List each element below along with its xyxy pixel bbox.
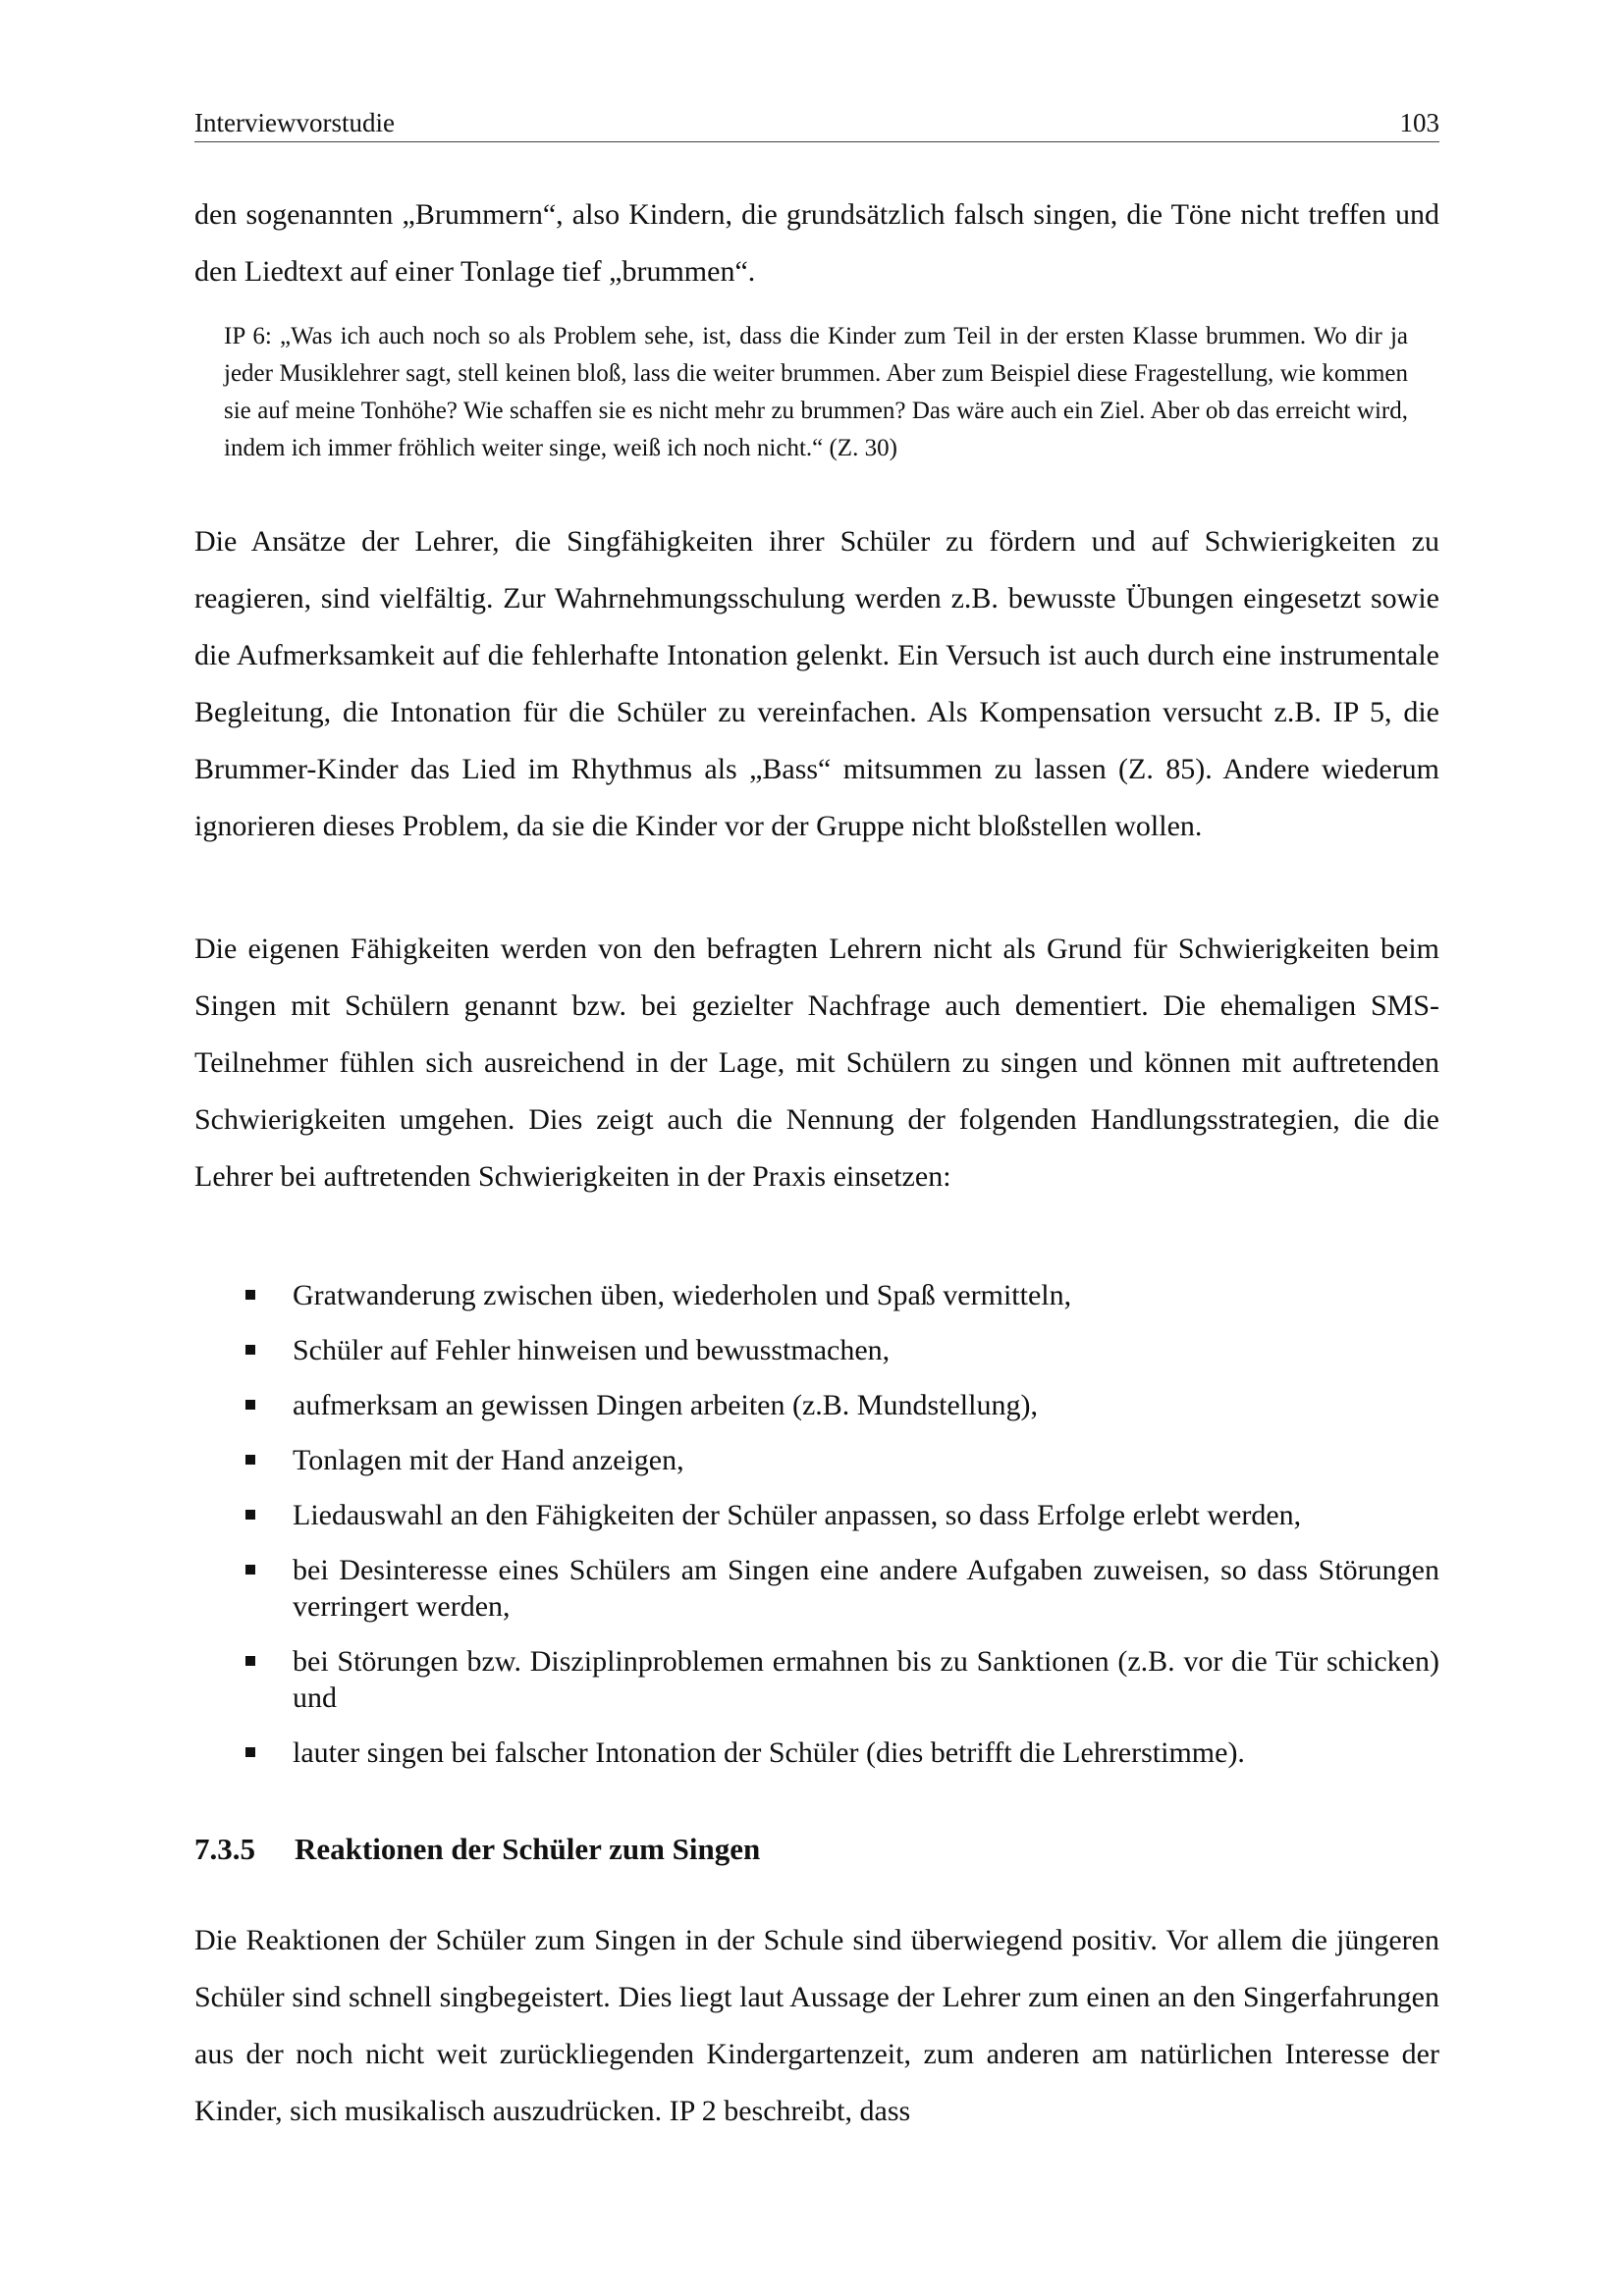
- section-heading: [194, 1830, 760, 1869]
- running-title: Interviewvorstudie: [194, 108, 395, 137]
- paragraph-reactions: Die Reaktionen der Schüler zum Singen in der Schule sind überwiegend positiv. Vor allem die jüngeren Schüler sind schnell singbegeistert. Dies liegt laut Aussage der Lehrer zum einen an den Singerfahrungen aus der noch nicht weit zurückliegenden Kindergartenzeit, zum anderen am natürlichen Interesse der Kinder, sich musikalisch auszudrücken. IP 2 beschreibt, dass: [194, 1924, 1439, 2127]
- list-item-text: Schüler auf Fehler hinweisen und bewusstmachen,: [293, 1334, 891, 1366]
- list-item-text: lauter singen bei falscher Intonation der Schüler (dies betrifft die Lehrerstimme).: [293, 1736, 1245, 1769]
- list-item-text: bei Störungen bzw. Disziplinproblemen ermahnen bis zu Sanktionen (z.B. vor die Tür schicken) und: [293, 1645, 1439, 1714]
- list-item-text: Tonlagen mit der Hand anzeigen,: [293, 1444, 684, 1476]
- list-item-text: Liedauswahl an den Fähigkeiten der Schüler anpassen, so dass Erfolge erlebt werden,: [293, 1499, 1302, 1531]
- section-number: 7.3.5: [194, 1832, 255, 1866]
- list-item: [194, 1277, 1439, 1313]
- bullet-square-icon: [245, 1747, 255, 1757]
- paragraph-approaches: Die Ansätze der Lehrer, die Singfähigkeiten ihrer Schüler zu fördern und auf Schwierigkeiten zu reagieren, sind vielfältig. Zur Wahrnehmungsschulung werden z.B. bewusste Übungen eingesetzt sowie die Aufmerksamkeit auf die fehlerhafte Intonation gelenkt. Ein Versuch ist auch durch eine instrumentale Begleitung, die Intonation für die Schüler zu vereinfachen. Als Kompensation versucht z.B. IP 5, die Brummer-Kinder das Lied im Rhythmus als „Bass“ mitsummen zu lassen (Z. 85). Andere wiederum ignorieren dieses Problem, da sie die Kinder vor der Gruppe nicht bloßstellen wollen.: [194, 525, 1439, 842]
- running-header: [194, 106, 1439, 142]
- list-item: [194, 1387, 1439, 1423]
- paragraph-intro: den sogenannten „Brummern“, also Kindern, die grundsätzlich falsch singen, die Töne nicht treffen und den Liedtext auf einer Tonlage tief „brummen“.: [194, 198, 1439, 288]
- list-item: [194, 1643, 1439, 1716]
- bullet-square-icon: [245, 1290, 255, 1300]
- list-item: [194, 1735, 1439, 1771]
- list-item: [194, 1552, 1439, 1625]
- page-number: 103: [1399, 108, 1439, 137]
- list-item: [194, 1497, 1439, 1533]
- list-item-text: aufmerksam an gewissen Dingen arbeiten (z.B. Mundstellung),: [293, 1389, 1038, 1421]
- list-item-text: Gratwanderung zwischen üben, wiederholen und Spaß vermitteln,: [293, 1279, 1072, 1311]
- bullet-square-icon: [245, 1345, 255, 1355]
- paragraph-abilities: Die eigenen Fähigkeiten werden von den befragten Lehrern nicht als Grund für Schwierigkeiten beim Singen mit Schülern genannt bzw. bei gezielter Nachfrage auch dementiert. Die ehemaligen SMS-Teilnehmer fühlen sich ausreichend in der Lage, mit Schülern zu singen und können mit auftretenden Schwierigkeiten umgehen. Dies zeigt auch die Nennung der folgenden Handlungsstrategien, die die Lehrer bei auftretenden Schwierigkeiten in der Praxis einsetzen:: [194, 933, 1439, 1193]
- section-title: Reaktionen der Schüler zum Singen: [295, 1832, 761, 1866]
- bullet-square-icon: [245, 1455, 255, 1465]
- bullet-square-icon: [245, 1656, 255, 1666]
- bullet-square-icon: [245, 1565, 255, 1575]
- list-item-text: bei Desinteresse eines Schülers am Singen eine andere Aufgaben zuweisen, so dass Störungen verringert werden,: [293, 1554, 1439, 1623]
- interview-quote: IP 6: „Was ich auch noch so als Problem sehe, ist, dass die Kinder zum Teil in der ersten Klasse brummen. Wo dir ja jeder Musiklehrer sagt, stell keinen bloß, lass die weiter brummen. Aber zum Beispiel diese Fragestellung, wie kommen sie auf meine Tonhöhe? Wie schaffen sie es nicht mehr zu brummen? Das wäre auch ein Ziel. Aber ob das erreicht wird, indem ich immer fröhlich weiter singe, weiß ich noch nicht.“ (Z. 30): [224, 323, 1408, 461]
- list-item: [194, 1332, 1439, 1368]
- bullet-square-icon: [245, 1400, 255, 1410]
- bullet-square-icon: [245, 1510, 255, 1520]
- list-item: [194, 1442, 1439, 1478]
- strategy-list: [194, 1277, 1439, 1789]
